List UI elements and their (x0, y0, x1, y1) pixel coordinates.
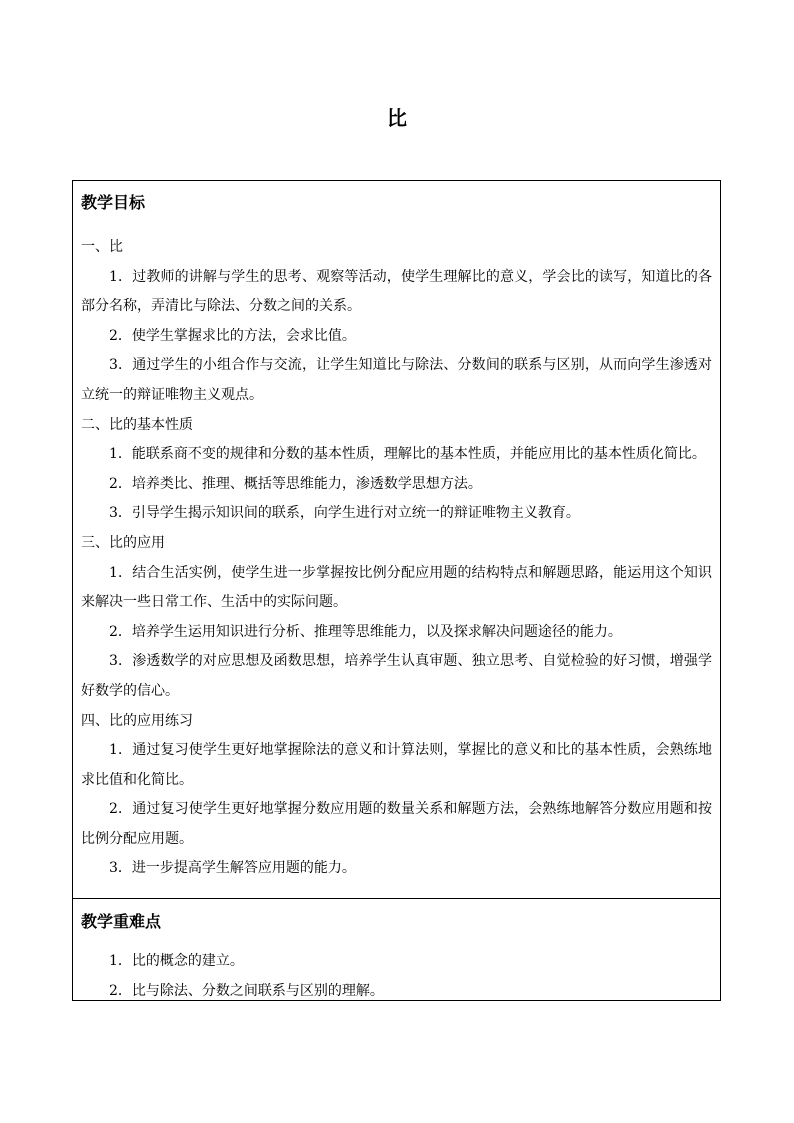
objective-item: 2．使学生掌握求比的方法，会求比值。 (109, 327, 356, 344)
objective-item: 3．引导学生揭示知识间的联系，向学生进行对立统一的辩证唯物主义教育。 (109, 505, 580, 522)
group-heading-ratio: 一、比 (81, 239, 123, 255)
group-heading-application-practice: 四、比的应用练习 (81, 712, 193, 729)
objectives-section (73, 181, 720, 898)
objective-item: 2．通过复习使学生更好地掌握分数应用题的数量关系和解题方法，会熟练地解答分数应用题和按比例分配应用题。 (81, 801, 712, 847)
objective-item: 3．通过学生的小组合作与交流，让学生知道比与除法、分数间的联系与区别，从而向学生渗透对立统一的辩证唯物主义观点。 (81, 357, 712, 403)
objective-item: 1．结合生活实例，使学生进一步掌握按比例分配应用题的结构特点和解题思路，能运用这个知识来解决一些日常工作、生活中的实际问题。 (81, 564, 712, 611)
group-heading-basic-property: 二、比的基本性质 (81, 416, 193, 433)
objective-item: 3．进一步提高学生解答应用题的能力。 (109, 860, 356, 877)
key-points-section (73, 898, 720, 1000)
objective-item: 2．培养学生运用知识进行分析、推理等思维能力，以及探求解决问题途径的能力。 (109, 623, 622, 640)
objective-item: 1．通过复习使学生更好地掌握除法的意义和计算法则，掌握比的意义和比的基本性质，会熟练地求比值和化简比。 (81, 742, 712, 788)
page-title: 比 (387, 106, 407, 130)
objectives-heading: 教学目标 (81, 193, 146, 212)
key-points-heading: 教学重难点 (81, 912, 162, 931)
key-point-item: 1．比的概念的建立。 (109, 953, 244, 969)
group-heading-application: 三、比的应用 (81, 534, 165, 551)
key-point-item: 2．比与除法、分数之间联系与区别的理解。 (109, 982, 384, 999)
objective-item: 3．渗透数学的对应思想及函数思想，培养学生认真审题、独立思考、自觉检验的好习惯，增强学好数学的信心。 (81, 653, 712, 699)
objective-item: 1．过教师的讲解与学生的思考、观察等活动，使学生理解比的意义，学会比的读写，知道比的各部分名称，弄清比与除法、分数之间的关系。 (81, 268, 712, 315)
objective-item: 2．培养类比、推理、概括等思维能力，渗透数学思想方法。 (109, 475, 482, 492)
objective-item: 1．能联系商不变的规律和分数的基本性质，理解比的基本性质，并能应用比的基本性质化简比。 (109, 446, 706, 463)
lesson-table (72, 180, 721, 1001)
